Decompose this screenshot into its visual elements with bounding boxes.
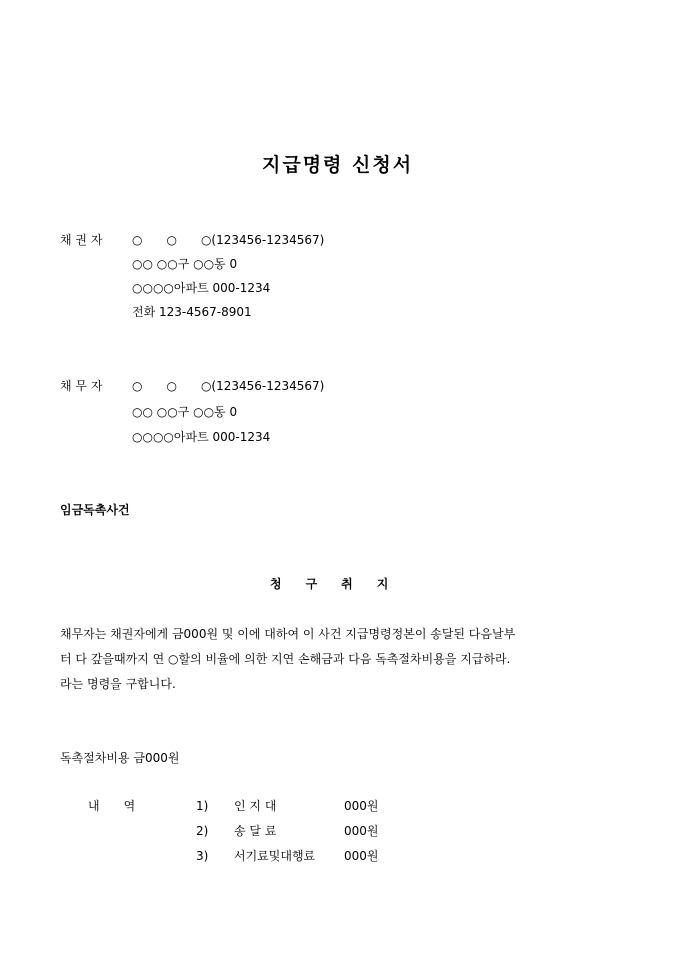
creditor-label: 채 권 자 — [60, 233, 103, 247]
document-title: 지급명령 신청서 — [262, 154, 414, 176]
debtor-address-2: ○○○○아파트 000-1234 — [132, 430, 271, 444]
breakdown-item-amount: 000원 — [344, 849, 379, 863]
costs-total: 독촉절차비용 금000원 — [60, 751, 180, 765]
breakdown-item-name: 송 달 료 — [234, 824, 277, 838]
creditor-name: ○ ○ ○(123456-1234567) — [132, 233, 325, 247]
creditor-address-1: ○○ ○○구 ○○동 0 — [132, 257, 238, 271]
breakdown-item-num: 2) — [196, 824, 209, 838]
debtor-address-1: ○○ ○○구 ○○동 0 — [132, 405, 238, 419]
breakdown-item-num: 3) — [196, 849, 209, 863]
creditor-address-2: ○○○○아파트 000-1234 — [132, 281, 271, 295]
claim-heading: 청 구 취 지 — [270, 577, 389, 591]
claim-text-line-2: 터 다 갚을때까지 연 ○할의 비율에 의한 지연 손해금과 다음 독촉절차비용을 지급하라. — [60, 652, 511, 666]
debtor-label: 채 무 자 — [60, 379, 103, 393]
breakdown-item-amount: 000원 — [344, 799, 379, 813]
claim-text-line-3: 라는 명령을 구합니다. — [60, 677, 176, 691]
breakdown-label: 내 역 — [88, 799, 136, 813]
case-name: 임금독촉사건 — [60, 503, 130, 517]
creditor-phone: 전화 123-4567-8901 — [132, 305, 252, 319]
debtor-name: ○ ○ ○(123456-1234567) — [132, 379, 325, 393]
breakdown-item-name: 인 지 대 — [234, 799, 277, 813]
breakdown-item-amount: 000원 — [344, 824, 379, 838]
claim-text-line-1: 채무자는 채권자에게 금000원 및 이에 대하여 이 사건 지급명령정본이 송달된 다음날부 — [60, 627, 516, 641]
breakdown-item-num: 1) — [196, 799, 209, 813]
breakdown-item-name: 서기료및대행료 — [234, 849, 316, 863]
